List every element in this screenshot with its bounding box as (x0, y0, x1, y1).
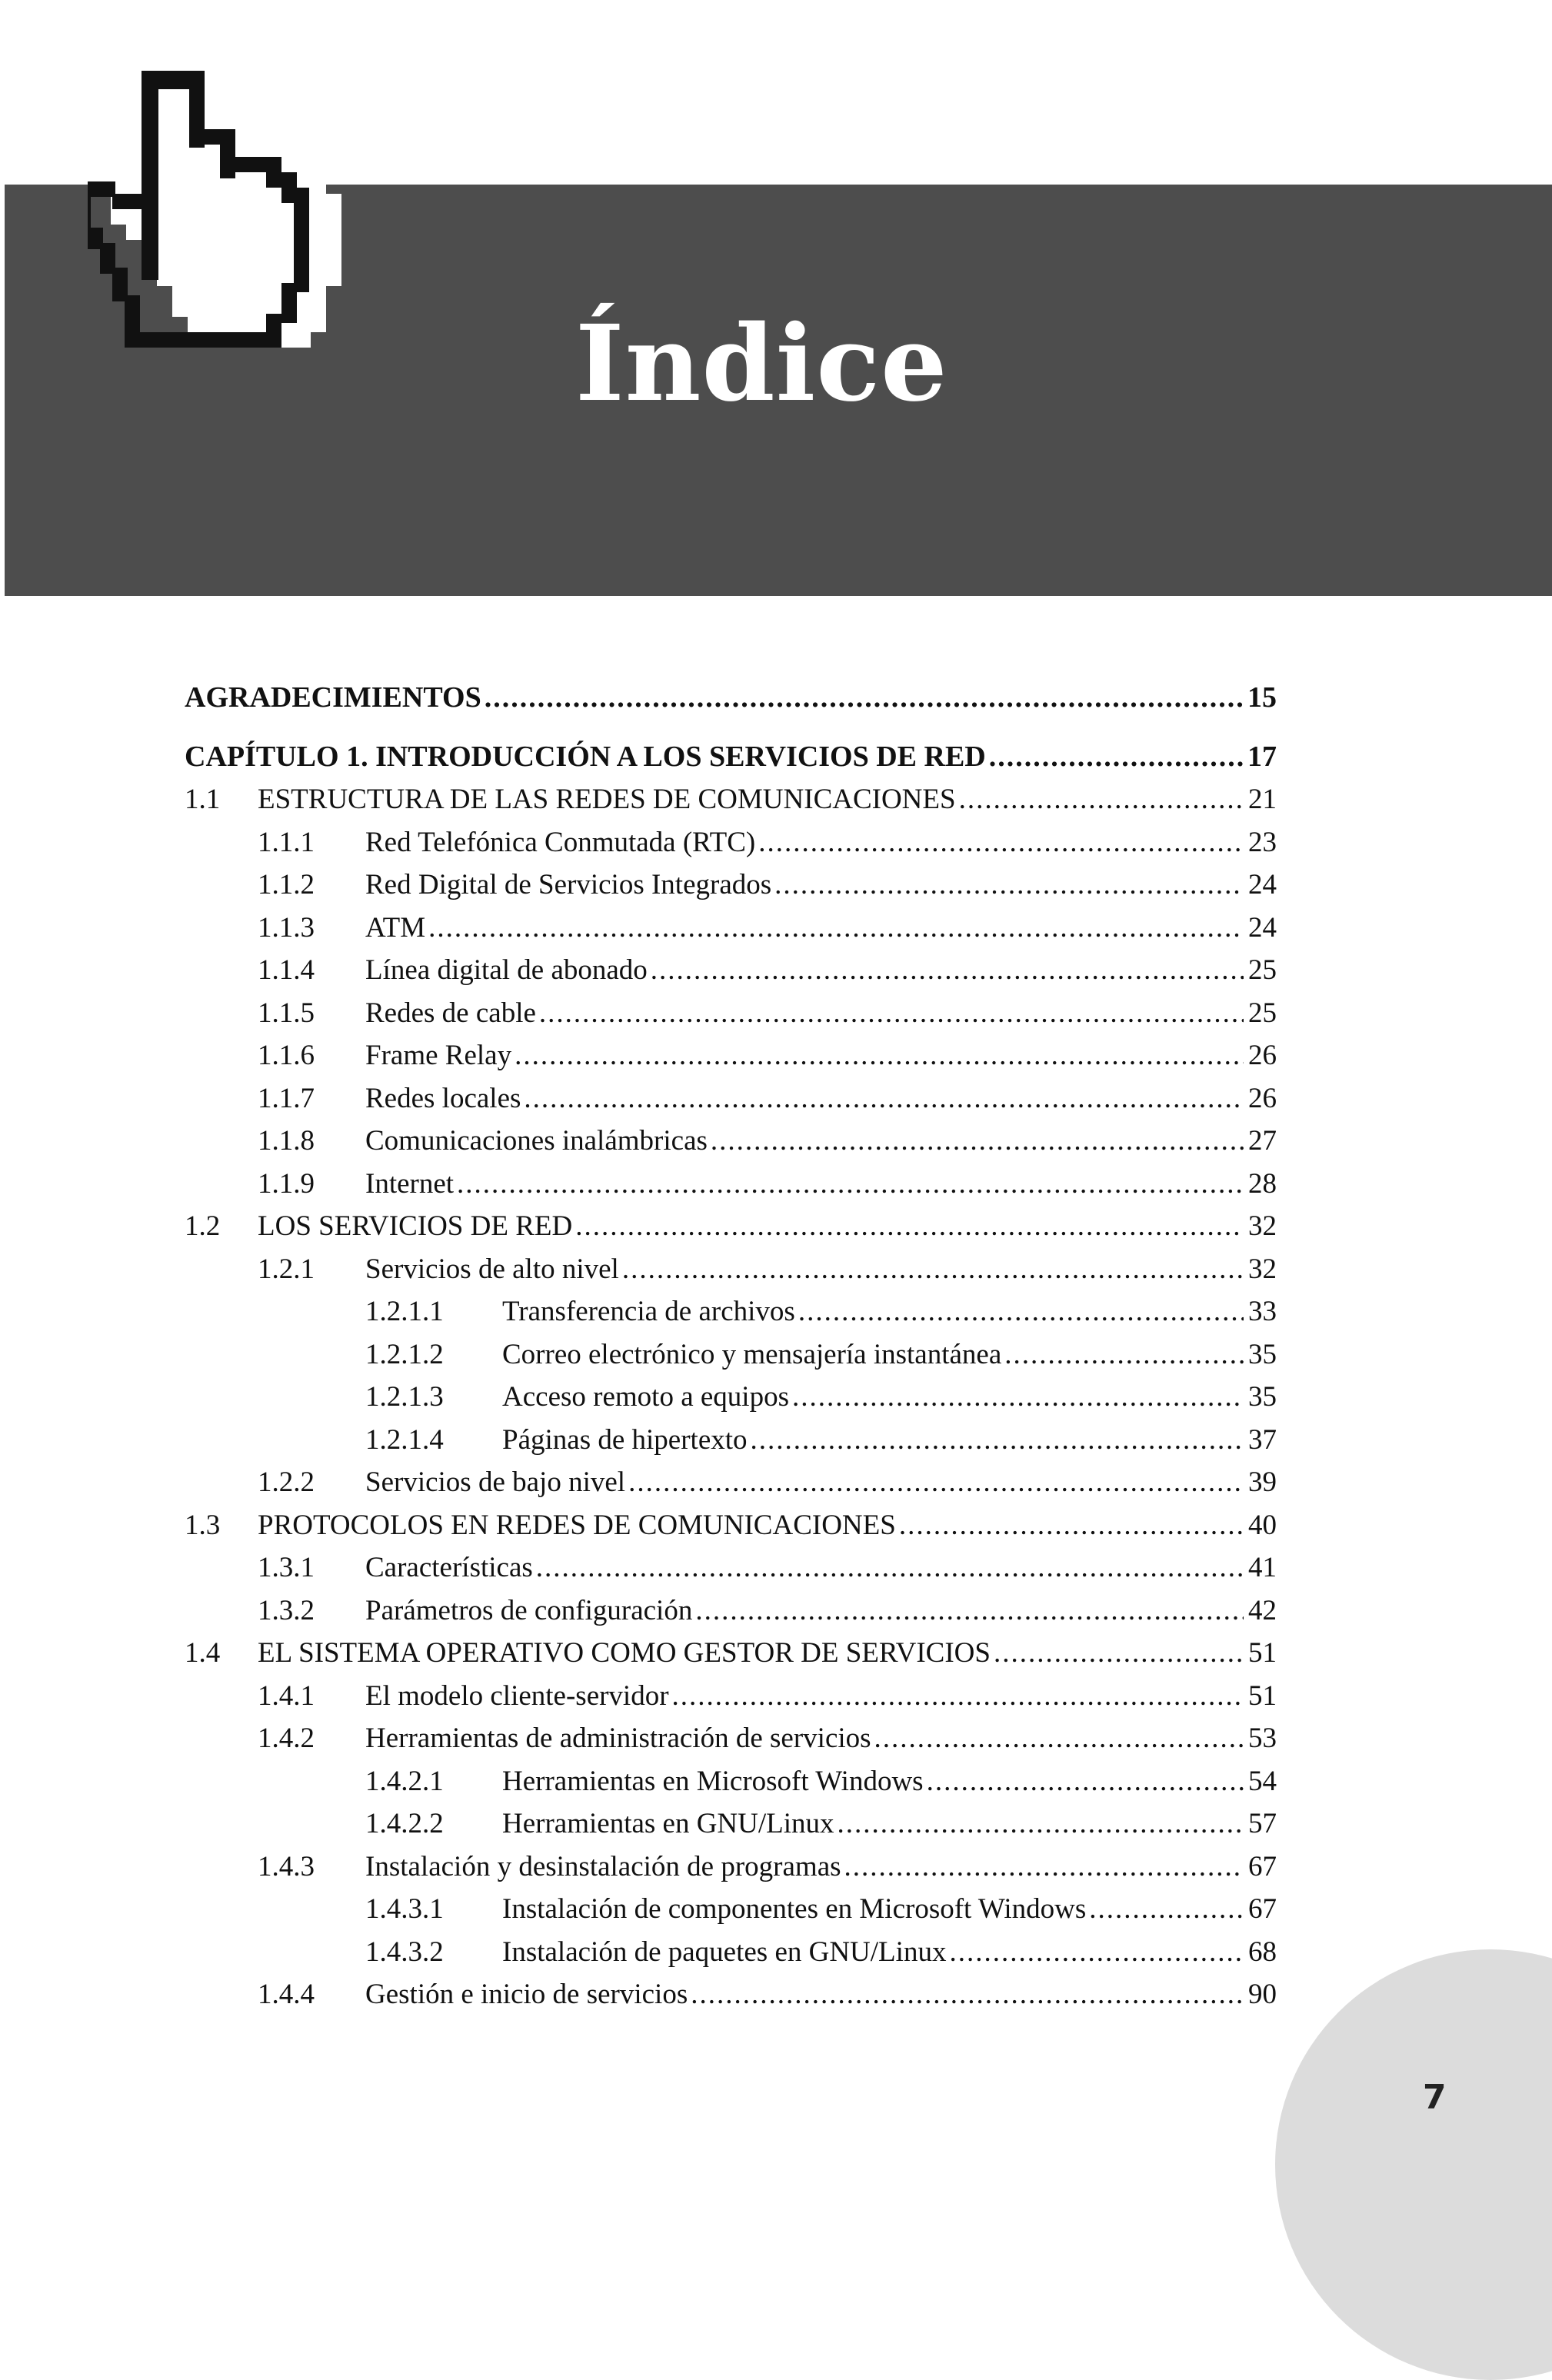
toc-entry-number: 1.4.1 (258, 1679, 315, 1712)
toc-entry-title: Instalación y desinstalación de programas (365, 1850, 841, 1882)
toc-entry-page: 35 (1248, 1381, 1277, 1413)
toc-entry-title: AGRADECIMIENTOS (185, 681, 481, 714)
toc-dot-leader (899, 1504, 1244, 1547)
table-of-contents (185, 677, 1277, 2016)
toc-entry-page: 28 (1248, 1167, 1277, 1200)
toc-entry-title: Herramientas de administración de servicios (365, 1723, 871, 1754)
toc-entry-number: 1.1.9 (258, 1167, 315, 1200)
toc-dot-leader (539, 992, 1244, 1035)
toc-dot-leader (457, 1163, 1244, 1206)
toc-dot-leader (874, 1717, 1244, 1760)
toc-entry-number: 1.4.2.1 (365, 1765, 444, 1797)
toc-entry-number: 1.3.1 (258, 1552, 315, 1583)
toc-dot-leader (575, 1205, 1244, 1248)
toc-entry-page: 53 (1248, 1723, 1277, 1754)
page-corner-circle (1275, 1949, 1552, 2380)
toc-entry[interactable] (185, 1461, 1277, 1504)
toc-dot-leader (711, 1120, 1244, 1163)
toc-dot-leader (949, 1931, 1244, 1974)
toc-dot-leader (672, 1675, 1244, 1718)
toc-dot-leader (485, 677, 1243, 720)
toc-entry-number: 1.1.2 (258, 869, 315, 900)
toc-entry-title: Correo electrónico y mensajería instantánea (502, 1338, 1002, 1370)
toc-entry-title: Frame Relay (365, 1040, 512, 1071)
toc-dot-leader (428, 907, 1244, 950)
toc-dot-leader (691, 1973, 1244, 2016)
toc-entry[interactable] (185, 821, 1277, 864)
toc-entry-page: 15 (1247, 681, 1277, 714)
toc-entry-page: 37 (1248, 1423, 1277, 1456)
toc-entry-title: Gestión e inicio de servicios (365, 1979, 688, 2010)
page-title: Índice (575, 302, 948, 425)
toc-dot-leader (1089, 1888, 1244, 1931)
toc-dot-leader (792, 1376, 1244, 1419)
toc-entry-number: 1.3 (185, 1509, 221, 1541)
toc-entry-number: 1.2.1.1 (365, 1296, 444, 1327)
toc-entry[interactable] (185, 864, 1277, 907)
toc-entry-page: 24 (1248, 911, 1277, 944)
toc-entry-title: PROTOCOLOS EN REDES DE COMUNICACIONES (258, 1509, 896, 1541)
toc-entry-page: 32 (1248, 1210, 1277, 1242)
toc-entry[interactable] (185, 1163, 1277, 1206)
toc-entry-page: 21 (1248, 784, 1277, 815)
toc-entry-number: 1.1.8 (258, 1125, 315, 1157)
toc-entry[interactable] (185, 1376, 1277, 1419)
toc-dot-leader (695, 1589, 1244, 1633)
toc-entry-title: LOS SERVICIOS DE RED (258, 1210, 573, 1242)
toc-entry-title: Servicios de bajo nivel (365, 1466, 626, 1498)
toc-entry-title: Parámetros de configuración (365, 1594, 693, 1626)
toc-entry-number: 1.1.5 (258, 997, 315, 1029)
toc-dot-leader (989, 736, 1243, 779)
toc-entry-title: Redes de cable (365, 997, 536, 1029)
toc-entry-number: 1.4.3.1 (365, 1893, 444, 1925)
toc-dot-leader (758, 821, 1244, 864)
toc-entry-number: 1.4.4 (258, 1979, 315, 2010)
toc-dot-leader (622, 1248, 1244, 1291)
toc-entry-number: 1.2.1.2 (365, 1338, 444, 1370)
toc-entry-page: 26 (1248, 1040, 1277, 1071)
toc-dot-leader (959, 778, 1244, 821)
toc-dot-leader (651, 949, 1244, 992)
toc-entry-title: Redes locales (365, 1082, 521, 1114)
toc-entry-number: 1.1.4 (258, 954, 315, 986)
toc-entry[interactable] (185, 1632, 1277, 1675)
toc-entry-page: 57 (1248, 1808, 1277, 1839)
toc-entry-number: 1.1.6 (258, 1040, 315, 1071)
toc-entry-title: Línea digital de abonado (365, 954, 648, 986)
toc-entry-number: 1.3.2 (258, 1594, 315, 1626)
toc-entry-page: 68 (1248, 1936, 1277, 1968)
toc-entry[interactable] (185, 677, 1277, 720)
toc-entry[interactable] (185, 778, 1277, 821)
toc-entry-title: Instalación de paquetes en GNU/Linux (502, 1936, 947, 1968)
toc-entry-page: 33 (1248, 1296, 1277, 1327)
toc-dot-leader (515, 1034, 1244, 1077)
toc-dot-leader (838, 1802, 1244, 1846)
toc-entry-page: 90 (1248, 1979, 1277, 2010)
toc-entry[interactable] (185, 1802, 1277, 1846)
toc-entry-title: Red Digital de Servicios Integrados (365, 869, 772, 900)
toc-entry-number: 1.1 (185, 784, 221, 815)
toc-entry-page: 67 (1248, 1850, 1277, 1882)
toc-entry-page: 42 (1248, 1594, 1277, 1626)
toc-entry-title: El modelo cliente-servidor (365, 1679, 669, 1712)
toc-dot-leader (927, 1760, 1244, 1803)
toc-entry-title: Instalación de componentes en Microsoft Windows (502, 1893, 1087, 1925)
toc-entry-page: 35 (1248, 1338, 1277, 1370)
toc-entry-page: 67 (1248, 1893, 1277, 1925)
toc-entry-number: 1.1.3 (258, 911, 315, 944)
toc-entry-title: CAPÍTULO 1. INTRODUCCIÓN A LOS SERVICIOS DE RED (185, 740, 986, 773)
toc-entry-number: 1.2.1.3 (365, 1381, 444, 1413)
toc-entry-title: Servicios de alto nivel (365, 1253, 619, 1285)
toc-dot-leader (628, 1461, 1244, 1504)
toc-entry-title: EL SISTEMA OPERATIVO COMO GESTOR DE SERVICIOS (258, 1637, 991, 1669)
toc-entry-title: Páginas de hipertexto (502, 1423, 748, 1456)
toc-entry-title: Internet (365, 1167, 455, 1200)
toc-entry[interactable] (185, 1675, 1277, 1718)
pointing-hand-cursor-icon (88, 62, 503, 592)
toc-entry-page: 51 (1248, 1679, 1277, 1712)
toc-entry-number: 1.2.1 (258, 1253, 315, 1285)
toc-dot-leader (751, 1419, 1244, 1462)
toc-entry-number: 1.2 (185, 1210, 221, 1242)
toc-entry-page: 51 (1248, 1637, 1277, 1669)
toc-entry[interactable] (185, 1248, 1277, 1291)
toc-entry-title: Herramientas en GNU/Linux (502, 1808, 834, 1839)
toc-entry[interactable] (185, 1419, 1277, 1462)
toc-entry-title: ATM (365, 911, 426, 944)
toc-entry[interactable] (185, 736, 1277, 779)
page-number: 7 (1423, 2078, 1447, 2117)
toc-dot-leader (524, 1077, 1244, 1120)
toc-entry[interactable] (185, 1589, 1277, 1633)
toc-entry[interactable] (185, 1034, 1277, 1077)
toc-entry-page: 27 (1248, 1125, 1277, 1157)
toc-entry[interactable] (185, 992, 1277, 1035)
toc-entry-title: Transferencia de archivos (502, 1296, 795, 1327)
toc-entry-page: 41 (1248, 1552, 1277, 1583)
toc-entry[interactable] (185, 1846, 1277, 1889)
toc-entry[interactable] (185, 1888, 1277, 1931)
toc-entry[interactable] (185, 1973, 1277, 2016)
toc-dot-leader (798, 1290, 1244, 1333)
toc-entry[interactable] (185, 1120, 1277, 1163)
toc-entry-number: 1.4 (185, 1637, 221, 1669)
toc-entry-page: 23 (1248, 826, 1277, 858)
toc-entry-number: 1.4.2.2 (365, 1808, 444, 1839)
toc-entry[interactable] (185, 1290, 1277, 1333)
toc-entry-page: 26 (1248, 1082, 1277, 1114)
toc-entry-number: 1.2.2 (258, 1466, 315, 1498)
toc-entry-page: 40 (1248, 1509, 1277, 1541)
toc-entry-title: Comunicaciones inalámbricas (365, 1125, 708, 1157)
toc-entry-title: Herramientas en Microsoft Windows (502, 1765, 924, 1797)
toc-entry[interactable] (185, 1546, 1277, 1589)
toc-entry[interactable] (185, 1931, 1277, 1974)
toc-entry[interactable] (185, 949, 1277, 992)
toc-entry-title: Acceso remoto a equipos (502, 1381, 789, 1413)
toc-entry[interactable] (185, 1760, 1277, 1803)
toc-entry-page: 25 (1248, 997, 1277, 1029)
toc-entry-number: 1.2.1.4 (365, 1423, 444, 1456)
toc-dot-leader (994, 1632, 1244, 1675)
toc-entry[interactable] (185, 1333, 1277, 1376)
toc-entry-number: 1.4.3 (258, 1850, 315, 1882)
toc-entry-number: 1.4.2 (258, 1723, 315, 1754)
toc-entry-title: Características (365, 1552, 533, 1583)
toc-entry-page: 25 (1248, 954, 1277, 986)
toc-entry-title: Red Telefónica Conmutada (RTC) (365, 826, 756, 858)
toc-entry-page: 39 (1248, 1466, 1277, 1498)
toc-entry[interactable] (185, 1504, 1277, 1547)
toc-entry[interactable] (185, 907, 1277, 950)
toc-entry-page: 54 (1248, 1765, 1277, 1797)
toc-entry-number: 1.1.7 (258, 1082, 315, 1114)
toc-dot-leader (536, 1546, 1244, 1589)
toc-entry[interactable] (185, 1717, 1277, 1760)
toc-entry-page: 17 (1247, 740, 1277, 773)
toc-entry[interactable] (185, 1205, 1277, 1248)
toc-entry-number: 1.4.3.2 (365, 1936, 444, 1968)
toc-dot-leader (1004, 1333, 1244, 1376)
toc-entry-page: 32 (1248, 1253, 1277, 1285)
toc-entry-page: 24 (1248, 869, 1277, 900)
toc-dot-leader (774, 864, 1244, 907)
toc-entry[interactable] (185, 1077, 1277, 1120)
toc-entry-number: 1.1.1 (258, 826, 315, 858)
toc-dot-leader (844, 1846, 1244, 1889)
toc-entry-title: ESTRUCTURA DE LAS REDES DE COMUNICACIONES (258, 784, 956, 815)
